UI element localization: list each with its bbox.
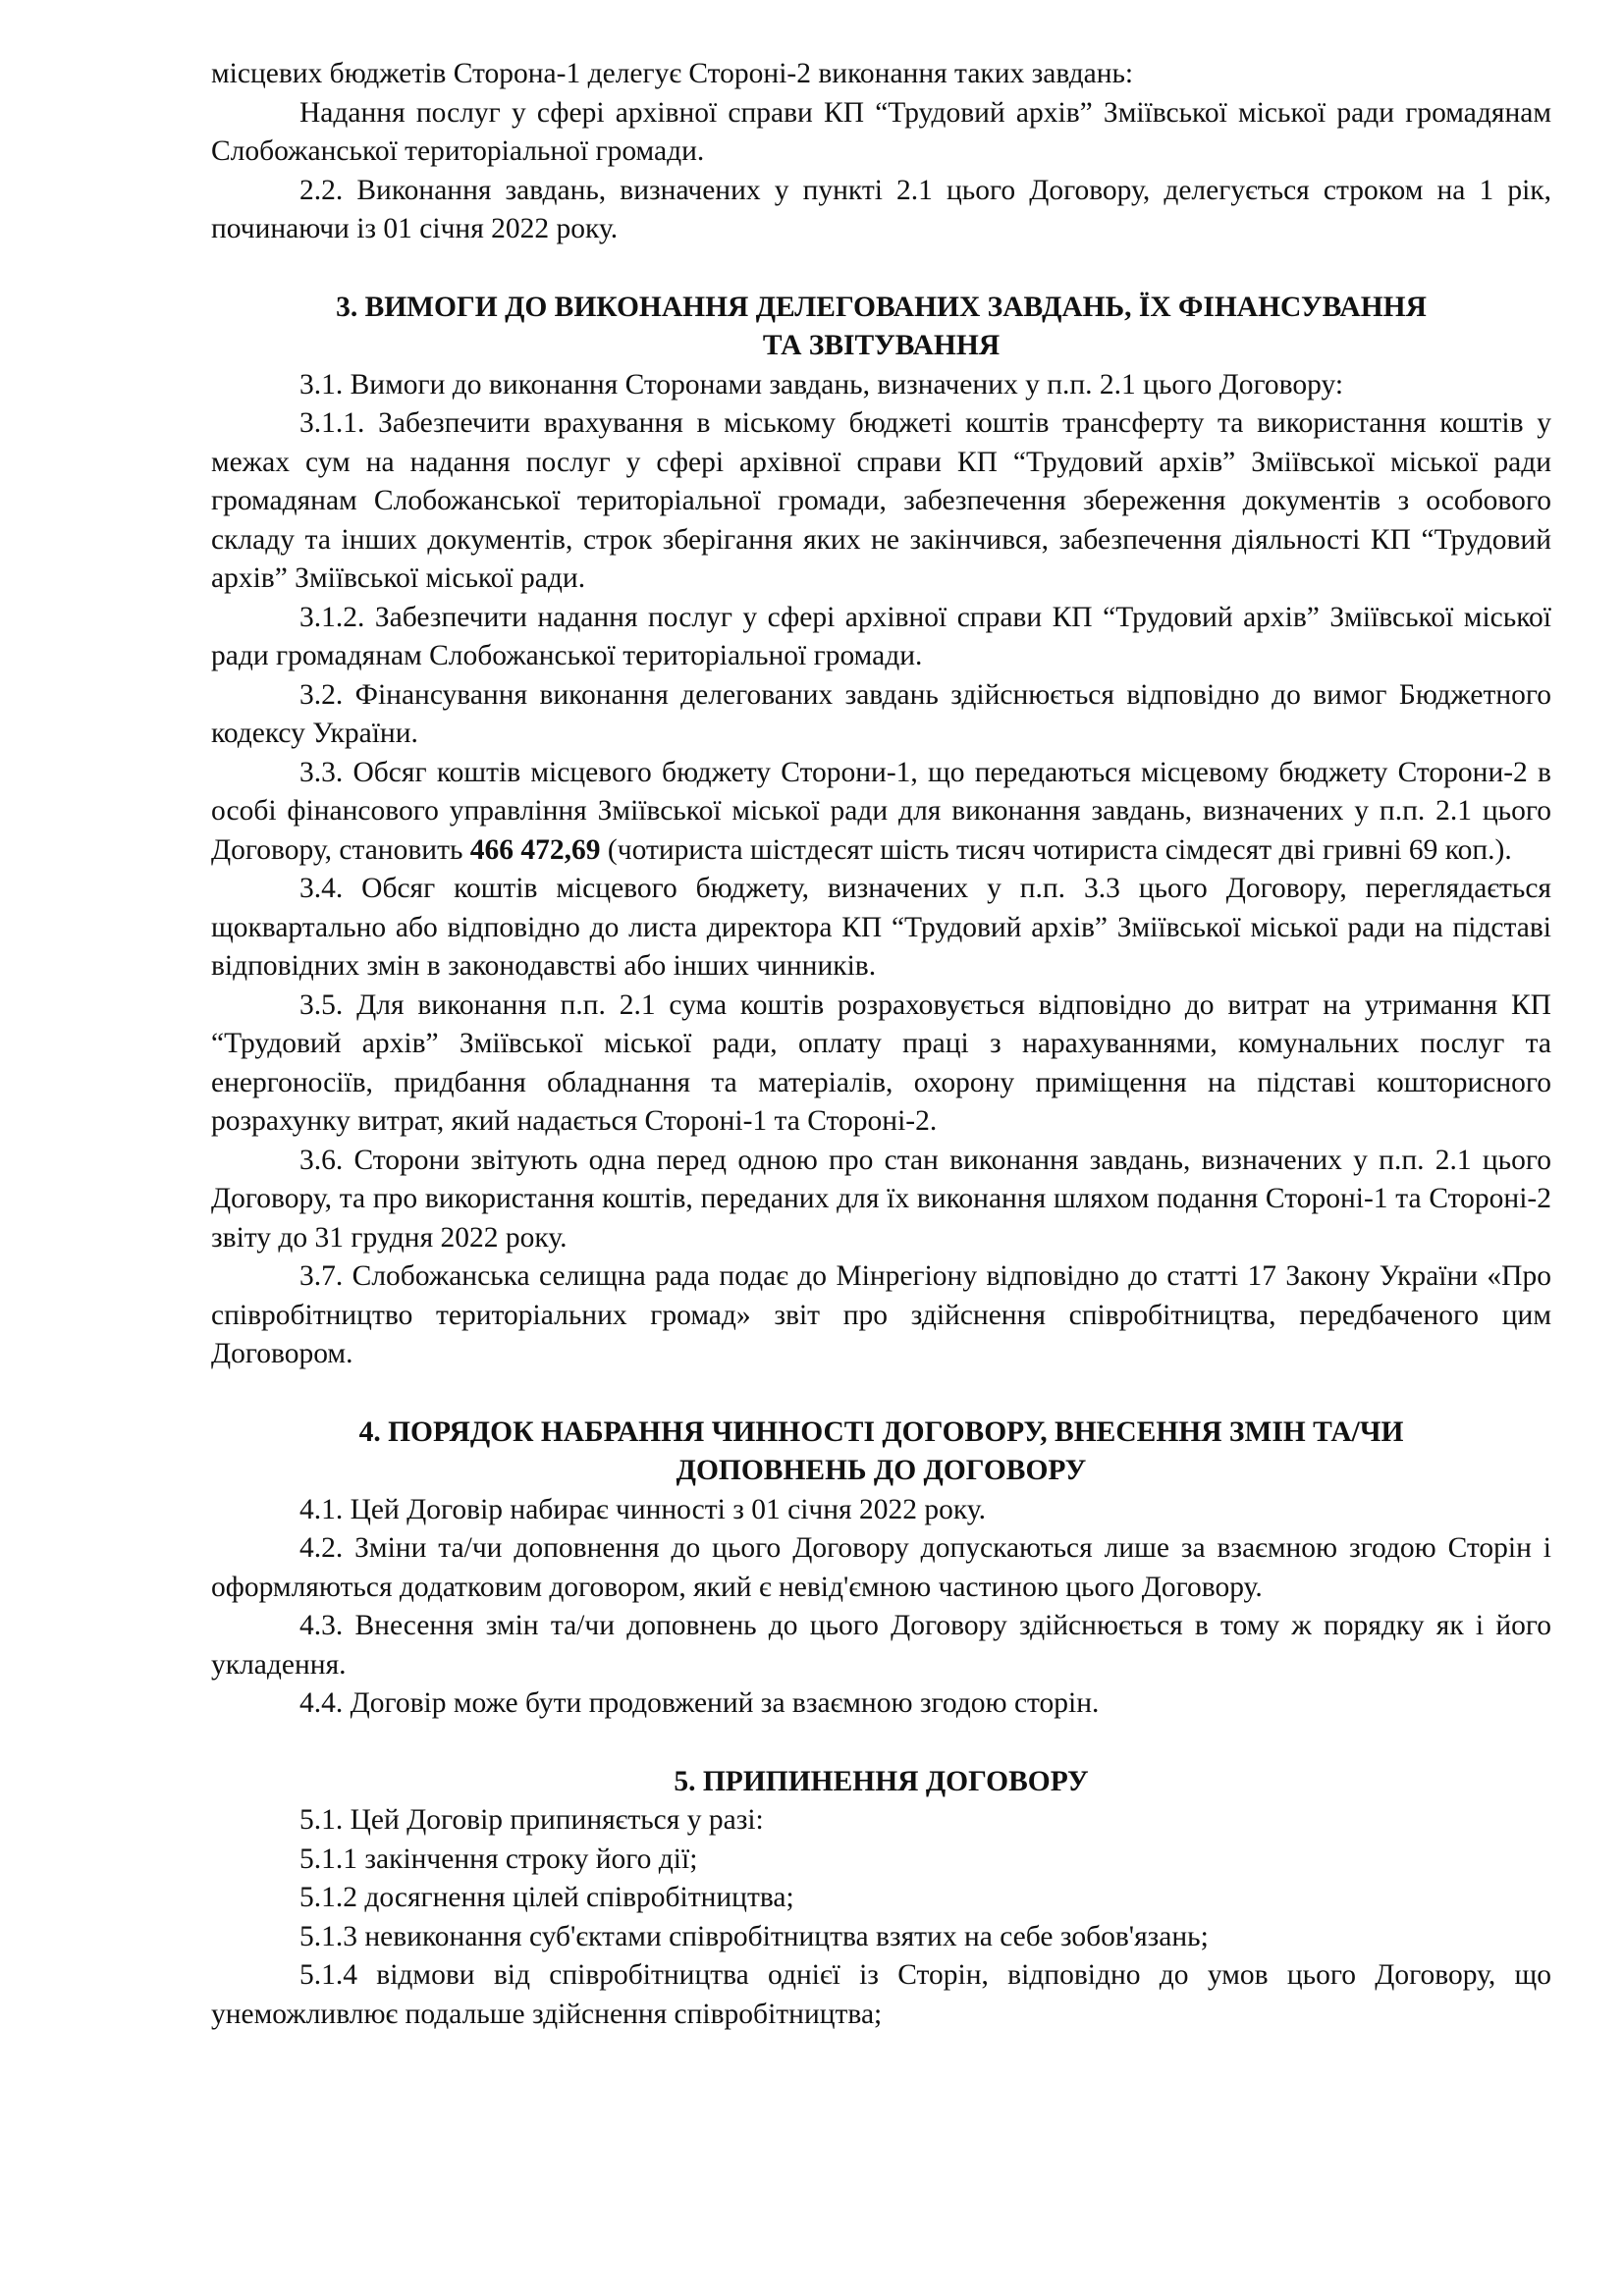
paragraph-3-3-amount-words: (чотириста шістдесят шість тисяч чотириста сімдесят дві гривні 69 коп.). bbox=[600, 833, 1512, 866]
paragraph-4-3: 4.3. Внесення змін та/чи доповнень до цього Договору здійснюється в тому ж порядку як і його укладення. bbox=[211, 1610, 1551, 1681]
paragraph-5-1: 5.1. Цей Договір припиняється у разі: bbox=[299, 1804, 764, 1836]
spacer bbox=[211, 1374, 1551, 1414]
section-3-heading-line1: 3. ВИМОГИ ДО ВИКОНАННЯ ДЕЛЕГОВАНИХ ЗАВДАНЬ, ЇХ ФІНАНСУВАННЯ bbox=[336, 291, 1427, 323]
paragraph-4-2: 4.2. Зміни та/чи доповнення до цього Договору допускаються лише за взаємною згодою Сторін і оформляються додатковим договором, який є невід'ємною частиною цього Договору. bbox=[211, 1532, 1551, 1603]
paragraph-5-1-2: 5.1.2 досягнення цілей співробітництва; bbox=[299, 1882, 794, 1913]
paragraph-3-3 bbox=[211, 754, 1551, 871]
paragraph-3-2: 3.2. Фінансування виконання делегованих завдань здійснюється відповідно до вимог Бюджетного кодексу України. bbox=[211, 678, 1551, 749]
paragraph-3-4: 3.4. Обсяг коштів місцевого бюджету, визначених у п.п. 3.3 цього Договору, переглядається щоквартально або відповідно до листа директора КП “Трудовий архів” Зміївської міської ради на підставі відповідних змін в законодавстві або інших чинників. bbox=[211, 873, 1551, 982]
paragraph-3-1-1: 3.1.1. Забезпечити врахування в міському бюджеті коштів трансферту та використання коштів у межах сум на надання послуг у сфері архівної справи КП “Трудовий архів” Зміївської міської ради громадянам Слобожанської територіальної громади, забезпечення збереження документів з особового складу та інших документів, строк зберігання яких не закінчився, забезпечення діяльності КП “Трудовий архів” Зміївської міської ради. bbox=[211, 407, 1551, 594]
spacer bbox=[211, 249, 1551, 289]
paragraph-3-1-2: 3.1.2. Забезпечити надання послуг у сфері архівної справи КП “Трудовий архів” Зміївської міської ради громадянам Слобожанської територіальної громади. bbox=[211, 601, 1551, 671]
paragraph-5-1-1: 5.1.1 закінчення строку його дії; bbox=[299, 1842, 698, 1875]
spacer bbox=[211, 1724, 1551, 1763]
paragraph-3-7: 3.7. Слобожанська селищна рада подає до Мінрегіону відповідно до статті 17 Закону України «Про співробітництво територіальних громад» звіт про здійснення співробітництва, передбаченого цим Договором. bbox=[211, 1260, 1551, 1369]
paragraph-3-6: 3.6. Сторони звітують одна перед одною про стан виконання завдань, визначених у п.п. 2.1 цього Договору, та про використання коштів, переданих для їх виконання шляхом подання Стороні-1 та Стороні-2 звіту до 31 грудня 2022 року. bbox=[211, 1144, 1551, 1254]
section-3-heading bbox=[211, 289, 1551, 366]
paragraph-3-3-text: 3.3. Обсяг коштів місцевого бюджету Сторони-1, що передаються місцевому бюджету Сторони-2 в особі фінансового управління Зміївської міської ради для виконання завдань, визначених у п.п. 2.1 цього Договору, становить bbox=[211, 756, 1551, 866]
amount-value: 466 472,69 bbox=[469, 833, 601, 866]
paragraph-2-2: 2.2. Виконання завдань, визначених у пункті 2.1 цього Договору, делегується строком на 1 рік, починаючи із 01 січня 2022 року. bbox=[211, 174, 1551, 244]
section-4-heading-line1: 4. ПОРЯДОК НАБРАННЯ ЧИННОСТІ ДОГОВОРУ, ВНЕСЕННЯ ЗМІН ТА/ЧИ bbox=[358, 1415, 1404, 1448]
paragraph-3-5: 3.5. Для виконання п.п. 2.1 сума коштів розраховується відповідно до витрат на утримання КП “Трудовий архів” Зміївської міської ради, оплату праці з нарахуваннями, комунальних послуг та енергоносіїв, придбання обладнання та матеріалів, охорону приміщення на підставі кошторисного розрахунку витрат, який надається Стороні-1 та Стороні-2. bbox=[211, 988, 1551, 1137]
paragraph-4-4: 4.4. Договір може бути продовжений за взаємною згодою сторін. bbox=[299, 1687, 1100, 1719]
paragraph-3-1: 3.1. Вимоги до виконання Сторонами завдань, визначених у п.п. 2.1 цього Договору: bbox=[299, 368, 1344, 400]
section-3-heading-line2: ТА ЗВІТУВАННЯ bbox=[762, 330, 1001, 361]
paragraph-5-1-3: 5.1.3 невиконання суб'єктами співробітництва взятих на себе зобов'язань; bbox=[299, 1920, 1209, 1952]
section-4-heading-line2: ДОПОВНЕНЬ ДО ДОГОВОРУ bbox=[676, 1455, 1087, 1486]
section-5-heading: 5. ПРИПИНЕННЯ ДОГОВОРУ bbox=[674, 1765, 1089, 1797]
paragraph-5-1-4: 5.1.4 відмови від співробітництва однієї із Сторін, відповідно до умов цього Договору, що унеможливлює подальше здійснення співробітництва; bbox=[211, 1959, 1551, 2030]
intro-line: місцевих бюджетів Сторона-1 делегує Стороні-2 виконання таких завдань: bbox=[211, 58, 1134, 89]
section-4-heading bbox=[211, 1414, 1551, 1491]
paragraph-4-1: 4.1. Цей Договір набирає чинності з 01 січня 2022 року. bbox=[299, 1493, 986, 1525]
paragraph-service: Надання послуг у сфері архівної справи КП “Трудовий архів” Зміївської міської ради громадянам Слобожанської територіальної громади. bbox=[211, 96, 1551, 167]
